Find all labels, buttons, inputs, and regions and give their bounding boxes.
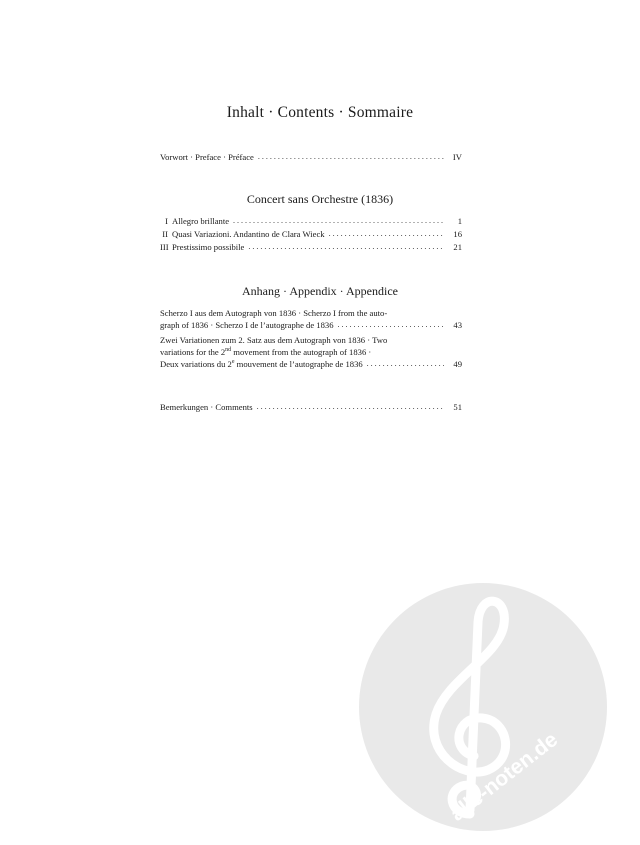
toc-page-number: 21 (453, 242, 462, 252)
section-title-concert: Concert sans Orchestre (1836) (246, 192, 394, 206)
toc-page-number: 1 (457, 216, 462, 226)
leader-dots (329, 228, 444, 240)
toc-entry-text-line: Zwei Variationen zum 2. Satz aus dem Autograph von 1836 · Two (160, 335, 388, 345)
movement-number: III (160, 242, 169, 252)
leader-dots (257, 401, 444, 413)
watermark-logo (358, 582, 608, 832)
toc-entry-label: Quasi Variazioni. Andantino de Clara Wieck (172, 229, 325, 239)
toc-entry-variations[interactable] (160, 334, 462, 370)
toc-entry-label: Bemerkungen · Comments (160, 402, 253, 412)
toc-entry-label: Prestissimo possibile (172, 242, 245, 252)
toc-page-number: IV (452, 152, 462, 162)
toc-entry-text-line: Scherzo I aus dem Autograph von 1836 · Scherzo I from the auto- (160, 308, 388, 318)
leader-dots (233, 215, 444, 227)
movement-number: I (165, 216, 168, 226)
page-title: Inhalt · Contents · Sommaire (226, 104, 414, 121)
toc-page-number: 43 (453, 320, 462, 330)
toc-entry-scherzo[interactable] (160, 307, 462, 331)
toc-entry-text-line: variations for the 2nd movement from the autograph of 1836 · (160, 347, 372, 357)
toc-page-number: 51 (453, 402, 462, 412)
toc-entry-preface[interactable] (160, 151, 462, 163)
leader-dots (367, 358, 444, 370)
toc-entry-movement-2[interactable] (160, 228, 462, 240)
toc-entry-movement-1[interactable] (160, 215, 462, 227)
toc-page-number: 16 (453, 229, 462, 239)
toc-entry-label: Allegro brillante (172, 216, 230, 226)
movement-number: II (162, 229, 168, 239)
toc-entry-label: Vorwort · Preface · Préface (160, 152, 254, 162)
toc-entry-comments[interactable] (160, 401, 462, 413)
section-title-appendix: Anhang · Appendix · Appendice (242, 284, 398, 298)
watermark-text: alle-noten.de (445, 727, 563, 826)
leader-dots (248, 241, 444, 253)
toc-page-number: 49 (453, 359, 462, 369)
leader-dots (258, 151, 444, 163)
toc-entry-movement-3[interactable] (160, 241, 462, 253)
toc-entry-text-line: Deux variations du 2e mouvement de l’autographe de 1836 (160, 359, 363, 369)
toc-entry-text-line: graph of 1836 · Scherzo I de l’autographe de 1836 (160, 320, 334, 330)
leader-dots (338, 319, 445, 331)
